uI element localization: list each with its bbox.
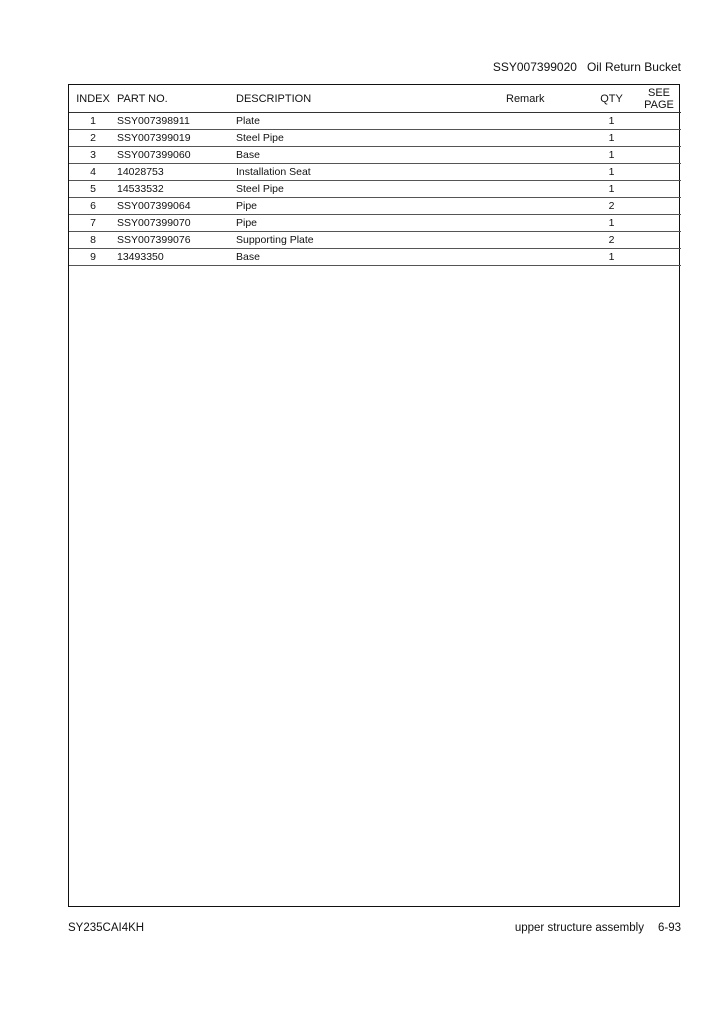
cell-remark — [506, 113, 586, 130]
table-row — [69, 198, 681, 215]
cell-remark — [506, 198, 586, 215]
table-row — [69, 113, 681, 130]
cell-description: Pipe — [236, 215, 506, 232]
cell-qty: 1 — [586, 113, 637, 130]
cell-index: 8 — [69, 232, 117, 249]
footer-section-page — [515, 922, 681, 934]
cell-remark — [506, 130, 586, 147]
col-header-part-no: PART NO. — [117, 85, 236, 113]
parts-table — [69, 85, 681, 266]
cell-see-page — [637, 147, 681, 164]
cell-qty: 1 — [586, 181, 637, 198]
cell-qty: 2 — [586, 232, 637, 249]
cell-index: 2 — [69, 130, 117, 147]
cell-index: 5 — [69, 181, 117, 198]
cell-part-no: 14028753 — [117, 164, 236, 181]
table-row — [69, 181, 681, 198]
cell-index: 4 — [69, 164, 117, 181]
cell-remark — [506, 232, 586, 249]
col-header-index: INDEX — [69, 85, 117, 113]
cell-qty: 1 — [586, 130, 637, 147]
cell-description: Supporting Plate — [236, 232, 506, 249]
cell-remark — [506, 164, 586, 181]
cell-see-page — [637, 181, 681, 198]
cell-part-no: SSY007399070 — [117, 215, 236, 232]
col-header-see-page — [637, 85, 681, 113]
cell-part-no: SSY007398911 — [117, 113, 236, 130]
cell-index: 3 — [69, 147, 117, 164]
cell-index: 6 — [69, 198, 117, 215]
cell-description: Steel Pipe — [236, 181, 506, 198]
cell-see-page — [637, 232, 681, 249]
cell-index: 1 — [69, 113, 117, 130]
header-part-code: SSY007399020 — [492, 60, 577, 74]
footer-page-number: 6-93 — [657, 922, 681, 934]
cell-see-page — [637, 164, 681, 181]
see-page-line1: SEE — [647, 86, 670, 99]
table-row — [69, 164, 681, 181]
cell-description: Base — [236, 147, 506, 164]
cell-remark — [506, 147, 586, 164]
cell-description: Pipe — [236, 198, 506, 215]
cell-see-page — [637, 130, 681, 147]
cell-qty: 1 — [586, 215, 637, 232]
table-header-row — [69, 85, 681, 113]
cell-see-page — [637, 198, 681, 215]
cell-remark — [506, 215, 586, 232]
cell-see-page — [637, 249, 681, 266]
cell-qty: 2 — [586, 198, 637, 215]
see-page-line2: PAGE — [644, 98, 674, 111]
cell-qty: 1 — [586, 147, 637, 164]
cell-part-no: SSY007399064 — [117, 198, 236, 215]
page-header — [493, 60, 681, 74]
col-header-description: DESCRIPTION — [236, 85, 506, 113]
table-row — [69, 130, 681, 147]
parts-list-frame — [68, 84, 680, 907]
col-header-remark: Remark — [506, 85, 586, 113]
cell-description: Steel Pipe — [236, 130, 506, 147]
table-row — [69, 147, 681, 164]
table-row — [69, 232, 681, 249]
cell-part-no: 13493350 — [117, 249, 236, 266]
footer-section: upper structure assembly — [514, 922, 644, 934]
cell-index: 7 — [69, 215, 117, 232]
table-row — [69, 215, 681, 232]
cell-description: Plate — [236, 113, 506, 130]
table-row — [69, 249, 681, 266]
cell-part-no: SSY007399019 — [117, 130, 236, 147]
header-title: Oil Return Bucket — [586, 60, 681, 74]
footer-model: SY235CAI4KH — [68, 922, 145, 934]
cell-remark — [506, 249, 586, 266]
cell-qty: 1 — [586, 164, 637, 181]
cell-description: Installation Seat — [236, 164, 506, 181]
cell-see-page — [637, 113, 681, 130]
cell-index: 9 — [69, 249, 117, 266]
cell-part-no: 14533532 — [117, 181, 236, 198]
cell-description: Base — [236, 249, 506, 266]
cell-remark — [506, 181, 586, 198]
cell-part-no: SSY007399076 — [117, 232, 236, 249]
parts-table-body — [69, 113, 681, 266]
cell-part-no: SSY007399060 — [117, 147, 236, 164]
col-header-qty: QTY — [586, 85, 637, 113]
cell-see-page — [637, 215, 681, 232]
cell-qty: 1 — [586, 249, 637, 266]
